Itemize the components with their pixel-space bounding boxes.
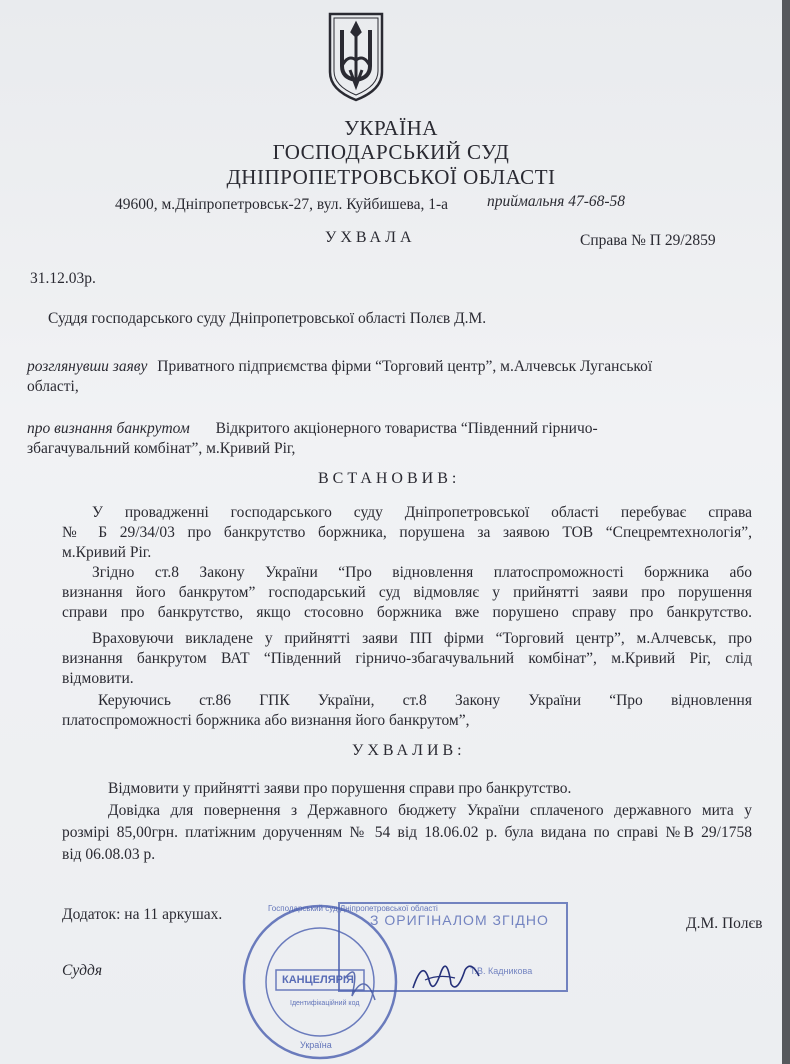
court-title-line2: ДНІПРОПЕТРОВСЬКОЇ ОБЛАСТІ [226, 165, 556, 189]
stamp-bottom-text: Україна [300, 1040, 332, 1050]
judge-label: Суддя [62, 962, 103, 979]
certified-copy-name: Т.В. Кадникова [470, 966, 533, 976]
ruled-heading: УХВАЛИВ: [352, 742, 466, 759]
established-line: У провадженні господарського суду Дніпропетровської області перебуває справа [92, 504, 752, 521]
established-line: платоспроможності боржника або визнання його банкрутом”, [62, 712, 470, 729]
about-line [27, 420, 598, 438]
established-heading: ВСТАНОВИВ: [318, 470, 461, 487]
case-number: Справа № П 29/2859 [580, 232, 716, 249]
court-address: 49600, м.Дніпропетровськ-27, вул. Куйбишева, 1-а [115, 196, 449, 213]
stamp-ring-text: Господарський суд Дніпропетровської області [268, 904, 438, 913]
document-type: УХВАЛА [325, 229, 416, 246]
judge-line: Суддя господарського суду Дніпропетровської області Полєв Д.М. [48, 310, 487, 327]
established-line: визнання банкрутом ВАТ “Південний гірничо-збагачувальний комбінат”, м.Кривий Ріг, слід [62, 650, 752, 667]
ruled-line: Довідка для повернення з Державного бюджету України сплаченого державного мита у [108, 802, 752, 819]
ruled-line: розмірі 85,00грн. платіжним дорученням № 54 від 18.06.02 р. була видана по справі №В 29/1758 [62, 824, 752, 841]
considered-label: розглянувши заяву [27, 358, 148, 375]
about-text: Відкритого акціонерного товариства “Південний гірничо- [215, 420, 598, 437]
established-line: № Б 29/34/03 про банкрутство боржника, порушена за заявою ТОВ “Спецремтехнологія”, [62, 524, 752, 541]
attachment-note: Додаток: на 11 аркушах. [62, 906, 223, 923]
reception-phone: приймальня 47-68-58 [487, 193, 626, 210]
stamp-code-text: Ідентифікаційний код [290, 1000, 360, 1007]
established-line: м.Кривий Ріг. [62, 544, 152, 561]
ruled-line: від 06.08.03 р. [62, 846, 156, 863]
ruled-line: Відмовити у прийнятті заяви про порушення справи про банкрутство. [108, 780, 572, 797]
considered-line [27, 358, 652, 376]
about-label: про визнання банкрутом [27, 420, 190, 437]
established-line: відмовити. [62, 670, 134, 687]
coat-of-arms-icon [326, 10, 386, 102]
signer-name: Д.М. Полєв [686, 915, 763, 932]
country-title: УКРАЇНА [344, 116, 438, 140]
stamp-center-label: КАНЦЕЛЯРІЯ [282, 974, 354, 986]
about-text-cont: збагачувальний комбінат”, м.Кривий Ріг, [27, 440, 296, 457]
document-date: 31.12.03р. [30, 270, 96, 287]
established-line: справи про банкрутство, якщо стосовно боржника вже порушено справу про банкрутство. [62, 604, 752, 621]
established-line: Керуючись ст.86 ГПК України, ст.8 Закону України “Про відновлення [98, 692, 752, 709]
established-line: Враховуючи викладене у прийнятті заяви ПП фірми “Торговий центр”, м.Алчевськ, про [92, 630, 752, 647]
certified-copy-text: З ОРИГІНАЛОМ ЗГІДНО [370, 912, 549, 928]
court-title-line1: ГОСПОДАРСЬКИЙ СУД [272, 140, 510, 164]
signature-icon [405, 950, 485, 1000]
considered-text: Приватного підприємства фірми “Торговий центр”, м.Алчевськ Луганської [157, 358, 653, 375]
established-line: визнання його банкрутом” господарський суд відмовляє у прийнятті заяви про порушення [62, 584, 752, 601]
established-line: Згідно ст.8 Закону України “Про відновлення платоспроможності боржника або [92, 564, 752, 581]
considered-text-cont: області, [27, 378, 79, 395]
page-edge [782, 0, 790, 1064]
